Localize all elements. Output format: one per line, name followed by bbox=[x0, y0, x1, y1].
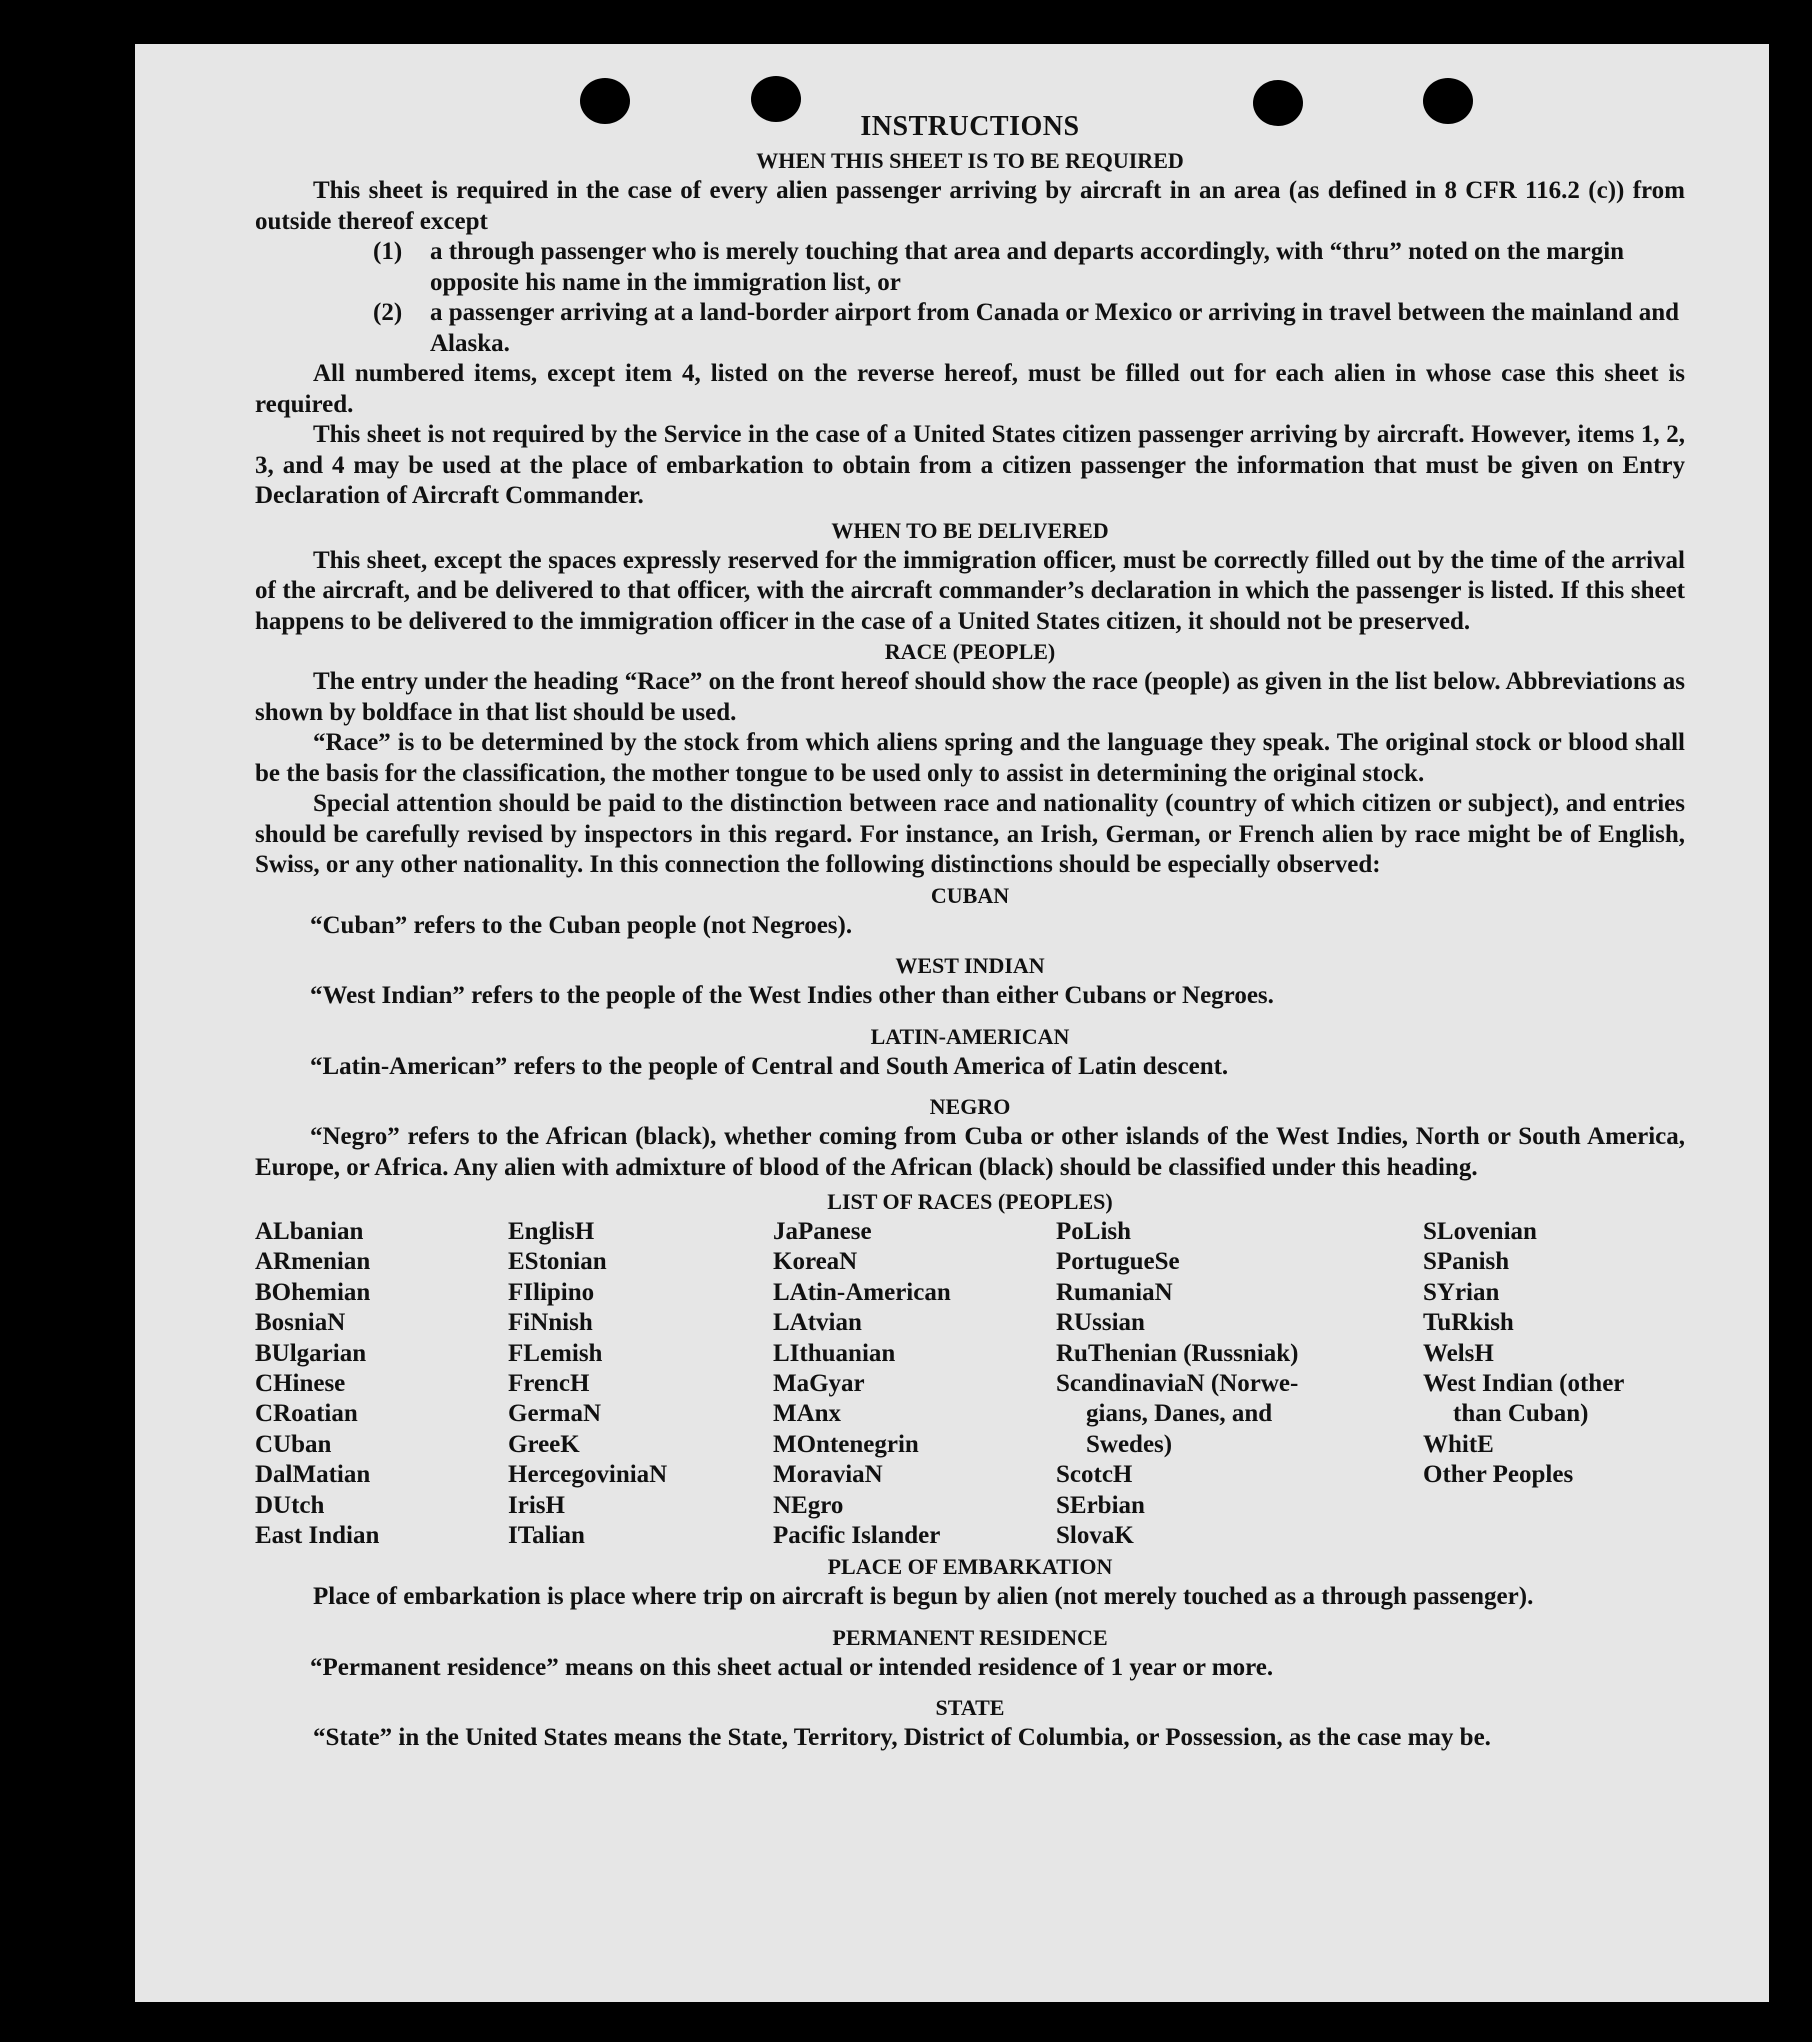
item-number: (1) bbox=[373, 238, 403, 265]
race-entry: PoLish bbox=[1056, 1218, 1132, 1245]
page-title: INSTRUCTIONS bbox=[860, 111, 1080, 142]
race-column bbox=[255, 1217, 379, 1551]
section-heading: PLACE OF EMBARKATION bbox=[827, 1554, 1113, 1579]
section-heading: RACE (PEOPLE) bbox=[884, 639, 1056, 664]
paragraph: This sheet, except the spaces expressly reserved for the immigration officer, must be correctly filled out by the time of the arrival of the aircraft, and be delivered to that officer, with the aircraft commander’s declaration in which the passenger is listed. If this sheet happens to be delivered to the immigration officer in the case of a United States citizen, it should not be preserved. bbox=[255, 546, 1685, 635]
race-list bbox=[255, 1217, 1685, 1552]
section-heading: WHEN TO BE DELIVERED bbox=[831, 517, 1109, 543]
race-entry: GreeK bbox=[508, 1430, 580, 1458]
race-entry: LAtin-American bbox=[773, 1278, 951, 1306]
race-entry: ARmenian bbox=[255, 1248, 371, 1276]
paragraph: This sheet is required in the case of every alien passenger arriving by aircraft in an area (as defined in 8 CFR 116.2 (c)) from outside thereof except bbox=[255, 177, 1685, 235]
race-entry: MoraviaN bbox=[773, 1461, 883, 1489]
race-entry: MOntenegrin bbox=[773, 1430, 919, 1458]
paragraph: This sheet is not required by the Service in the case of a United States citizen passenger arriving by aircraft. However, items 1, 2, 3, and 4 may be used at the place of embarkation to obtain from a citizen passenger the information that must be given on Entry Declaration of Aircraft Commander. bbox=[255, 421, 1685, 509]
paragraph: Special attention should be paid to the distinction between race and nationality (country of which citizen or subject), and entries should be carefully revised by inspectors in this regard. For instance, an Irish, German, or French alien by race might be of English, Swiss, or any other nationality. In this connection the following distinctions should be especially observed: bbox=[255, 790, 1685, 878]
race-entry: SErbian bbox=[1056, 1491, 1145, 1519]
race-entry: BUlgarian bbox=[255, 1339, 367, 1367]
race-entry: East Indian bbox=[255, 1522, 380, 1550]
race-entry: ScotcH bbox=[1056, 1461, 1133, 1489]
race-column bbox=[773, 1217, 951, 1551]
race-entry: HercegoviniaN bbox=[508, 1461, 668, 1489]
section-heading: PERMANENT RESIDENCE bbox=[832, 1624, 1108, 1650]
paragraph: Place of embarkation is place where trip on aircraft is begun by alien (not merely touched as a through passenger). bbox=[313, 1583, 1534, 1610]
race-entry: ALbanian bbox=[255, 1218, 364, 1245]
race-entry: Pacific Islander bbox=[773, 1522, 941, 1550]
paragraph: “State” in the United States means the State, Territory, District of Columbia, or Possession, as the case may be. bbox=[313, 1724, 1491, 1751]
race-entry: FiNnish bbox=[508, 1309, 593, 1337]
section-heading: NEGRO bbox=[929, 1094, 1011, 1119]
section-heading: LIST OF RACES (PEOPLES) bbox=[827, 1189, 1113, 1214]
item-text: a through passenger who is merely touching that area and departs accordingly, with “thru” noted on the margin opposite his name in the immigration list, or bbox=[430, 238, 1625, 296]
section-heading: LATIN-AMERICAN bbox=[870, 1023, 1070, 1049]
race-entry: BosniaN bbox=[255, 1309, 346, 1337]
race-entry: MAnx bbox=[773, 1400, 842, 1428]
paragraph: The entry under the heading “Race” on the front hereof should show the race (people) as given in the list below. Abbreviations as shown by boldface in that list should be used. bbox=[255, 668, 1685, 726]
race-column bbox=[1056, 1217, 1298, 1551]
race-entry: GermaN bbox=[508, 1400, 602, 1428]
race-entry: JaPanese bbox=[773, 1218, 872, 1245]
race-column bbox=[508, 1217, 667, 1551]
race-entry: FrencH bbox=[508, 1370, 590, 1398]
definition: “Negro” refers to the African (black), whether coming from Cuba or other islands of the West Indies, North or South America, Europe, or Africa. Any alien with admixture of blood of the African (black) should be classified under this heading. bbox=[255, 1123, 1685, 1181]
race-entry: Other Peoples bbox=[1423, 1461, 1574, 1489]
race-entry: ScandinaviaN (Norwe- bbox=[1056, 1370, 1299, 1398]
race-entry: CHinese bbox=[255, 1370, 346, 1398]
paragraph: All numbered items, except item 4, listed on the reverse hereof, must be filled out for each alien in whose case this sheet is required. bbox=[255, 360, 1685, 418]
race-entry: SlovaK bbox=[1056, 1522, 1134, 1550]
race-entry: LAtvian bbox=[773, 1309, 862, 1337]
race-entry: KoreaN bbox=[773, 1248, 858, 1276]
race-entry: EnglisH bbox=[508, 1218, 595, 1245]
race-entry: than Cuban) bbox=[1453, 1400, 1589, 1428]
definition: “Cuban” refers to the Cuban people (not Negroes). bbox=[310, 911, 853, 939]
race-entry: RumaniaN bbox=[1056, 1278, 1173, 1306]
list-item bbox=[255, 237, 1685, 298]
race-entry: NEgro bbox=[773, 1491, 844, 1519]
race-entry: RuThenian (Russniak) bbox=[1056, 1339, 1299, 1367]
race-column bbox=[1423, 1217, 1624, 1491]
section-heading: STATE bbox=[935, 1695, 1005, 1720]
race-entry: SLovenian bbox=[1423, 1218, 1537, 1245]
race-entry: SPanish bbox=[1423, 1248, 1510, 1276]
race-entry: ITalian bbox=[508, 1522, 585, 1550]
race-entry: West Indian (other bbox=[1423, 1370, 1625, 1398]
race-entry: IrisH bbox=[508, 1491, 565, 1519]
section-heading: WHEN THIS SHEET IS TO BE REQUIRED bbox=[756, 148, 1184, 173]
item-number: (2) bbox=[373, 299, 403, 326]
paragraph: “Race” is to be determined by the stock from which aliens spring and the language they speak. The original stock or blood shall be the basis for the classification, the mother tongue to be used only to assist in determining the original stock. bbox=[255, 729, 1685, 787]
race-entry: Swedes) bbox=[1086, 1430, 1173, 1458]
race-entry: EStonian bbox=[508, 1248, 607, 1276]
race-entry: RUssian bbox=[1056, 1309, 1145, 1337]
race-entry: DalMatian bbox=[255, 1461, 371, 1489]
race-entry: PortugueSe bbox=[1056, 1248, 1180, 1276]
race-entry: MaGyar bbox=[773, 1370, 865, 1398]
definition: “West Indian” refers to the people of the West Indies other than either Cubans or Negroes. bbox=[310, 982, 1274, 1009]
race-entry: DUtch bbox=[255, 1491, 325, 1519]
race-entry: WelsH bbox=[1423, 1339, 1494, 1367]
race-entry: TuRkish bbox=[1423, 1309, 1514, 1337]
section-heading: WEST INDIAN bbox=[895, 953, 1045, 978]
item-text: a passenger arriving at a land-border airport from Canada or Mexico or arriving in travel between the mainland and Alaska. bbox=[430, 299, 1680, 357]
race-entry: FLemish bbox=[508, 1339, 603, 1367]
instructions-content bbox=[255, 108, 1685, 1754]
definition: “Latin-American” refers to the people of Central and South America of Latin descent. bbox=[310, 1052, 1229, 1080]
race-entry: BOhemian bbox=[255, 1278, 371, 1306]
definition: “Permanent residence” means on this sheet actual or intended residence of 1 year or more. bbox=[310, 1653, 1274, 1681]
race-entry: CUban bbox=[255, 1430, 332, 1458]
race-entry: SYrian bbox=[1423, 1278, 1500, 1306]
race-entry: FIlipino bbox=[508, 1278, 595, 1306]
list-item bbox=[255, 298, 1685, 359]
race-entry: gians, Danes, and bbox=[1086, 1400, 1273, 1428]
race-entry: CRoatian bbox=[255, 1400, 358, 1428]
section-heading: CUBAN bbox=[930, 882, 1010, 908]
race-entry: LIthuanian bbox=[773, 1339, 896, 1367]
race-entry: WhitE bbox=[1423, 1430, 1494, 1458]
